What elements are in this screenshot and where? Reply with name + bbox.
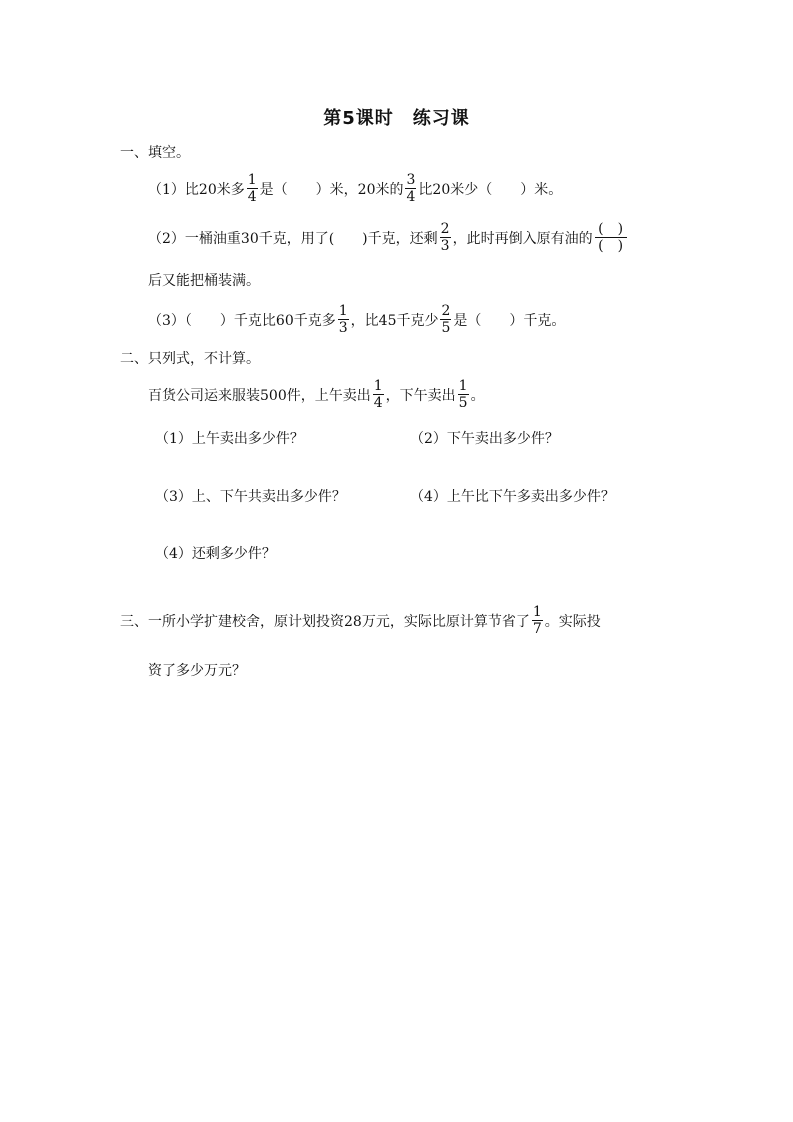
fraction-2-3 xyxy=(440,221,451,254)
section2-heading: 二、只列式，不计算。 xyxy=(120,351,260,367)
sub-question-3: （3）上、下午共卖出多少件？ xyxy=(155,489,346,505)
fraction-1-5 xyxy=(458,378,469,411)
fraction-numerator: 1 xyxy=(458,378,468,394)
fraction-numerator: 1 xyxy=(247,172,257,188)
section3-text-a: 三、一所小学扩建校舍，原计划投资28万元，实际比原计算节省了 xyxy=(120,613,530,630)
fraction-1-4 xyxy=(247,172,258,205)
fraction-denominator: 3 xyxy=(338,320,348,336)
fraction-1-3 xyxy=(338,303,349,336)
fraction-numerator: 3 xyxy=(406,172,416,188)
section3-text-b: 。实际投 xyxy=(544,613,601,630)
fraction-denominator: 4 xyxy=(373,395,383,411)
fraction-denominator: 4 xyxy=(247,189,257,205)
section1-heading: 一、填空。 xyxy=(120,145,190,161)
q1-text-a: （1）比20米多 xyxy=(148,181,245,198)
fraction-denominator: 3 xyxy=(440,238,450,254)
fraction-denominator: 7 xyxy=(532,621,542,637)
q3-text-b: ，比45千克少 xyxy=(350,312,439,329)
fraction-blank xyxy=(595,221,627,254)
sub-question-1: （1）上午卖出多少件？ xyxy=(155,431,304,447)
section3-question xyxy=(120,604,601,637)
fraction-denominator: 5 xyxy=(458,395,468,411)
q1-text-c: 比20米少（ ）米。 xyxy=(418,181,563,198)
fraction-denominator: 4 xyxy=(406,189,416,205)
sub-question-4: （4）上午比下午多卖出多少件？ xyxy=(410,489,615,505)
question-1-2 xyxy=(148,221,629,254)
question-1-2-continued: 后又能把桶装满。 xyxy=(148,273,260,289)
fraction-numerator: 1 xyxy=(338,303,348,319)
fraction-numerator: 2 xyxy=(440,221,450,237)
fraction-1-7 xyxy=(532,604,543,637)
intro-text-a: 百货公司运来服装500件，上午卖出 xyxy=(148,387,371,404)
fraction-numerator: 1 xyxy=(532,604,542,620)
q2-text-b: ，此时再倒入原有油的 xyxy=(452,230,593,247)
fraction-1-4 xyxy=(373,378,384,411)
fraction-denominator: ( ) xyxy=(595,237,627,254)
fraction-2-5 xyxy=(440,303,451,336)
fraction-numerator: 1 xyxy=(373,378,383,394)
question-1-1 xyxy=(148,172,562,205)
fraction-denominator: 5 xyxy=(441,320,451,336)
fraction-numerator: ( ) xyxy=(598,221,624,237)
fraction-3-4 xyxy=(405,172,416,205)
q2-text-a: （2）一桶油重30千克，用了( )千克，还剩 xyxy=(148,230,438,247)
section3-continued: 资了多少万元？ xyxy=(148,663,246,679)
intro-text-c: 。 xyxy=(470,387,485,404)
fraction-numerator: 2 xyxy=(441,303,451,319)
sub-question-5: （4）还剩多少件？ xyxy=(155,546,276,562)
intro-text-b: ，下午卖出 xyxy=(385,387,456,404)
question-1-3 xyxy=(148,303,565,336)
q1-text-b: 是（ ）米，20米的 xyxy=(259,181,404,198)
section2-intro xyxy=(148,378,485,411)
q3-text-c: 是（ ）千克。 xyxy=(453,312,566,329)
sub-question-2: （2）下午卖出多少件？ xyxy=(410,431,559,447)
q3-text-a: （3）（ ）千克比60千克多 xyxy=(148,312,336,329)
page-title: 第5课时 练习课 xyxy=(323,108,470,129)
